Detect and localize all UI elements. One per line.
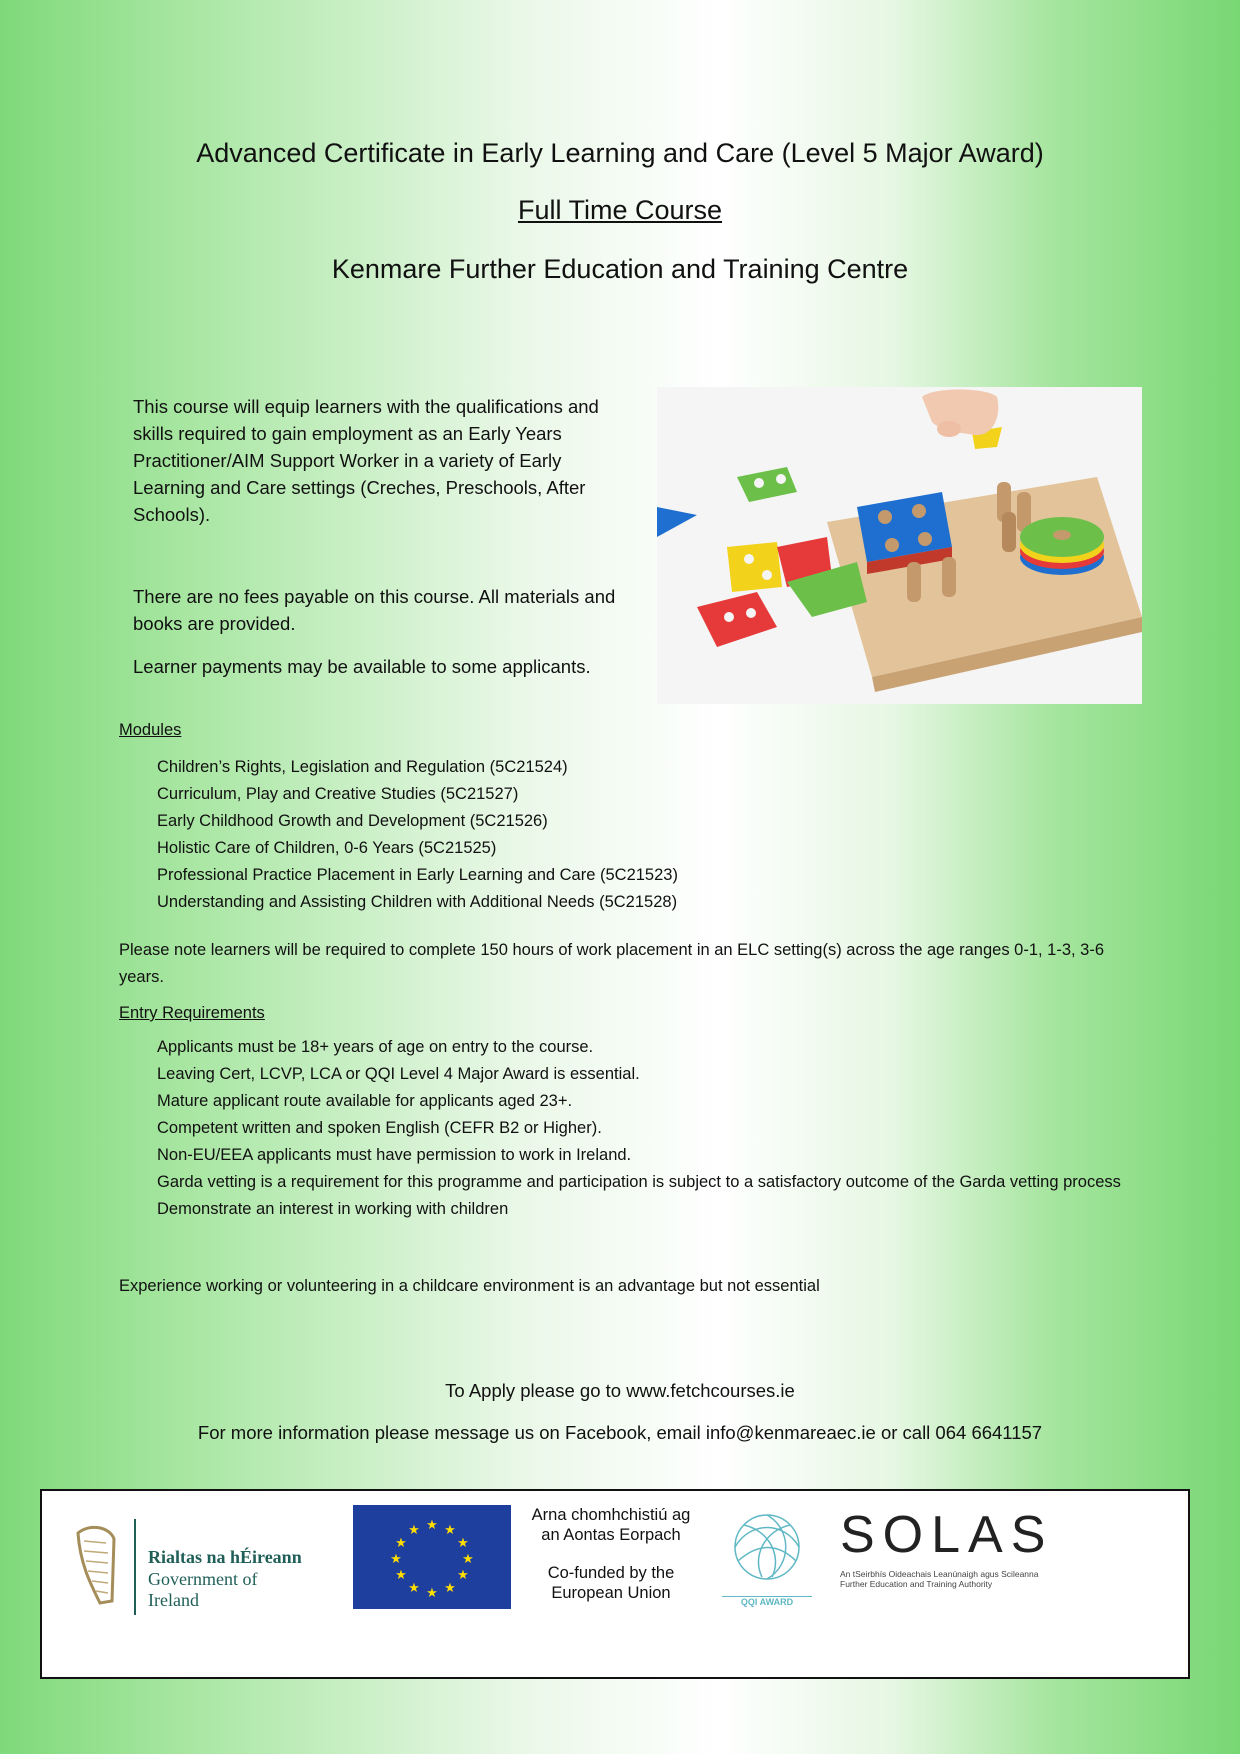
entry-section <box>119 1004 1149 1223</box>
qqi-swirl-icon <box>722 1509 812 1589</box>
svg-text:★: ★ <box>395 1536 407 1551</box>
modules-list <box>119 754 678 916</box>
svg-text:★: ★ <box>408 1523 420 1538</box>
svg-text:★: ★ <box>426 1586 438 1601</box>
apply-text: To Apply please go to www.fetchcourses.ie <box>445 1380 795 1401</box>
entry-heading: Entry Requirements <box>119 1004 265 1022</box>
centre-name: Kenmare Further Education and Training Centre <box>331 254 909 284</box>
placement-note: Please note learners will be required to complete 150 hours of work placement in an ELC setting(s) across the age ranges 0-1, 1-3, 3-6 years. <box>119 941 1105 986</box>
solas-tagline-english: Further Education and Training Authority <box>840 1579 993 1589</box>
funding-logos <box>40 1489 1190 1679</box>
government-of-ireland-logo <box>70 1519 310 1609</box>
list-item: Competent written and spoken English (CEFR B2 or Higher). <box>157 1119 602 1137</box>
svg-text:★: ★ <box>390 1552 402 1567</box>
svg-text:★: ★ <box>408 1581 420 1596</box>
svg-text:★: ★ <box>462 1552 474 1567</box>
shape-sorter-photo <box>657 387 1142 704</box>
list-item: Professional Practice Placement in Early Learning and Care (5C21523) <box>157 866 678 884</box>
solas-logo <box>840 1506 1054 1607</box>
harp-icon <box>70 1523 120 1607</box>
eu-text-english-2: European Union <box>551 1584 671 1602</box>
eu-flag <box>353 1505 511 1609</box>
modules-heading: Modules <box>119 721 182 739</box>
svg-text:★: ★ <box>426 1518 438 1533</box>
list-item: Holistic Care of Children, 0-6 Years (5C21525) <box>157 839 497 857</box>
list-item: Non-EU/EEA applicants must have permission to work in Ireland. <box>157 1146 632 1164</box>
eu-cofunded-text <box>516 1505 706 1603</box>
solas-tagline-irish: An tSeirbhís Oideachais Leanúnaigh agus Scileanna <box>840 1569 1039 1579</box>
list-item: Applicants must be 18+ years of age on entry to the course. <box>157 1038 594 1056</box>
gov-name-english: Government of Ireland <box>148 1569 258 1610</box>
list-item: Demonstrate an interest in working with children <box>157 1200 509 1218</box>
entry-list <box>119 1034 1149 1223</box>
list-item: Garda vetting is a requirement for this programme and participation is subject to a satisfactory outcome of the Garda vetting process <box>157 1173 1121 1191</box>
shape-sorter-illustration <box>657 387 1142 704</box>
solas-wordmark: SOLAS <box>840 1506 1054 1564</box>
svg-text:★: ★ <box>444 1523 456 1538</box>
list-item: Early Childhood Growth and Development (5C21526) <box>157 812 548 830</box>
list-item: Mature applicant route available for applicants aged 23+. <box>157 1092 573 1110</box>
title-block <box>0 138 1240 285</box>
qqi-award-label: QQI AWARD <box>722 1596 812 1607</box>
course-type: Full Time Course <box>517 195 723 225</box>
eu-stars-icon <box>353 1505 511 1609</box>
modules-section <box>119 721 678 916</box>
eu-text-irish-1: Arna chomhchistiú ag <box>531 1506 691 1524</box>
intro-paragraph-fees: There are no fees payable on this course. All materials and books are provided. <box>133 586 616 634</box>
svg-text:★: ★ <box>457 1536 469 1551</box>
eu-text-english-1: Co-funded by the <box>547 1564 675 1582</box>
experience-note: Experience working or volunteering in a childcare environment is an advantage but not essential <box>119 1277 820 1295</box>
eu-text-irish-2: an Aontas Eorpach <box>541 1526 681 1544</box>
qqi-award-logo <box>722 1509 812 1609</box>
logo-divider <box>134 1519 136 1615</box>
course-title: Advanced Certificate in Early Learning and Care (Level 5 Major Award) <box>196 138 1044 168</box>
info-text: For more information please message us on Facebook, email info@kenmareaec.ie or call 064 6641157 <box>197 1422 1043 1443</box>
intro-text <box>133 393 628 680</box>
list-item: Leaving Cert, LCVP, LCA or QQI Level 4 Major Award is essential. <box>157 1065 640 1083</box>
svg-text:★: ★ <box>457 1568 469 1583</box>
intro-paragraph-description: This course will equip learners with the qualifications and skills required to gain employment as an Early Years Practitioner/AIM Support Worker in a variety of Early Learning and Care settings (Creches, Preschools, After Schools). <box>133 396 599 525</box>
list-item: Understanding and Assisting Children with Additional Needs (5C21528) <box>157 893 678 911</box>
gov-name-irish: Rialtas na hÉireann <box>148 1547 302 1567</box>
list-item: Children’s Rights, Legislation and Regulation (5C21524) <box>157 758 568 776</box>
list-item: Curriculum, Play and Creative Studies (5C21527) <box>157 785 519 803</box>
svg-text:★: ★ <box>444 1581 456 1596</box>
svg-text:★: ★ <box>395 1568 407 1583</box>
intro-paragraph-payments: Learner payments may be available to some applicants. <box>133 656 591 677</box>
